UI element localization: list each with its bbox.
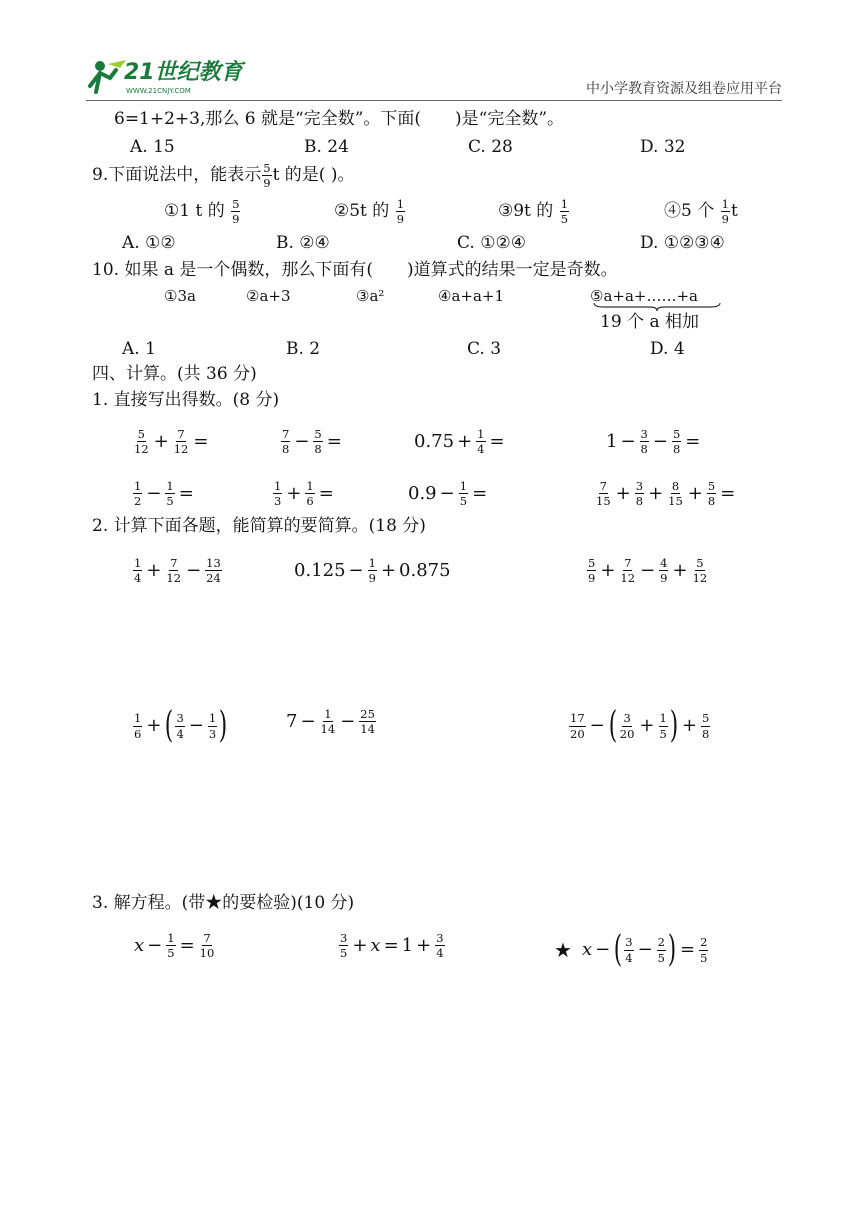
q8-option-a: A. 15	[130, 137, 175, 157]
star-icon: ★	[554, 938, 572, 962]
q9-item-2: ②5t 的 $\frac{1}{9}$	[334, 197, 405, 227]
q10-item-4: ④a+a+1	[438, 287, 505, 305]
q9-option-a: A. ①②	[122, 233, 176, 253]
section4-title: 四、计算。(共 36 分)	[92, 364, 257, 384]
part1-title: 1. 直接写出得数。(8 分)	[92, 390, 280, 410]
q10-option-b: B. 2	[286, 339, 321, 359]
q9-option-c: C. ①②④	[457, 233, 526, 253]
site-name: 中小学教育资源及组卷应用平台	[586, 81, 782, 97]
p2-expression-5: 7 − $\frac{1}{14}$ − $\frac{25}{14}$	[286, 707, 375, 737]
part2-title: 2. 计算下面各题，能简算的要简算。(18 分)	[92, 516, 426, 536]
q9-item-1: ①1 t 的 $\frac{5}{9}$	[164, 197, 240, 227]
q9-text	[92, 162, 354, 189]
q9-item-4: ④5 个 $\frac{1}{9}$ t	[664, 197, 738, 227]
q9-option-b: B. ②④	[276, 233, 330, 253]
p1-expression-8: $\frac{7}{15}$ + $\frac{3}{8}$ + $\frac{8}{15}$ + $\frac{5}{8}$ =	[596, 479, 736, 509]
q8-text: 6=1+2+3,那么 6 就是“完全数”。下面( )是“完全数”。	[114, 109, 565, 129]
q10-option-c: C. 3	[467, 339, 502, 359]
underbrace-icon	[592, 302, 722, 312]
q9-option-d: D. ①②③④	[640, 233, 725, 253]
q9-text-a: 9.下面说法中，能表示	[92, 165, 262, 186]
logo-text: 21世纪教育	[124, 60, 243, 85]
q10-text: 10. 如果 a 是一个偶数，那么下面有( )道算式的结果一定是奇数。	[92, 260, 618, 280]
p1-expression-4: 1 − $\frac{3}{8}$ − $\frac{5}{8}$ =	[606, 427, 701, 457]
p1-expression-6: $\frac{1}{3}$ + $\frac{1}{6}$ =	[274, 479, 334, 509]
p1-expression-7: 0.9 − $\frac{1}{5}$ =	[408, 479, 488, 509]
p1-expression-2: $\frac{7}{8}$ − $\frac{5}{8}$ =	[282, 427, 342, 457]
q9-text-b: t 的是( )。	[272, 165, 355, 186]
p3-equation-2: $\frac{3}{5}$ + x = 1 + $\frac{3}{4}$	[340, 931, 444, 961]
p2-expression-6: $\frac{17}{20}$ − ( $\frac{3}{20}$ + $\frac{1}{5}$ ) + $\frac{5}{8}$	[570, 705, 710, 746]
logo-url: WWW.21CNJY.COM	[126, 87, 191, 95]
q8-option-d: D. 32	[640, 137, 686, 157]
p1-expression-1: $\frac{5}{12}$ + $\frac{7}{12}$ =	[134, 427, 209, 457]
p3-equation-3: ★ x − ( $\frac{3}{4}$ − $\frac{2}{5}$ ) = $\frac{2}{5}$	[554, 929, 708, 970]
q9-fraction: $\frac{5}{9}$	[263, 161, 271, 191]
q10-item-2: ②a+3	[246, 287, 291, 305]
q10-item-1: ①3a	[164, 287, 196, 305]
site-logo	[86, 56, 243, 98]
q10-option-a: A. 1	[122, 339, 156, 359]
q9-item-3: ③9t 的 $\frac{1}{5}$	[498, 197, 569, 227]
header-divider	[86, 100, 782, 101]
p2-expression-3: $\frac{5}{9}$ + $\frac{7}{12}$ − $\frac{4}{9}$ + $\frac{5}{12}$	[588, 556, 708, 586]
part3-title: 3. 解方程。(带★的要检验)(10 分)	[92, 893, 355, 913]
p2-expression-2: 0.125 − $\frac{1}{9}$ + 0.875	[294, 556, 451, 586]
q8-option-c: C. 28	[468, 137, 513, 157]
q10-item-5: ⑤a+a+……+a	[590, 287, 698, 305]
q10-item-3: ③a²	[356, 287, 385, 305]
p2-expression-1: $\frac{1}{4}$ + $\frac{7}{12}$ − $\frac{13}{24}$	[134, 556, 221, 586]
q10-brace-label: 19 个 a 相加	[600, 312, 699, 332]
q10-option-d: D. 4	[650, 339, 685, 359]
p1-expression-3: 0.75 + $\frac{1}{4}$ =	[414, 427, 505, 457]
p2-expression-4: $\frac{1}{6}$ + ( $\frac{3}{4}$ − $\frac{1}{3}$ )	[134, 705, 228, 746]
p3-equation-1: x − $\frac{1}{5}$ = $\frac{7}{10}$	[134, 931, 215, 961]
p1-expression-5: $\frac{1}{2}$ − $\frac{1}{5}$ =	[134, 479, 194, 509]
q8-option-b: B. 24	[304, 137, 349, 157]
